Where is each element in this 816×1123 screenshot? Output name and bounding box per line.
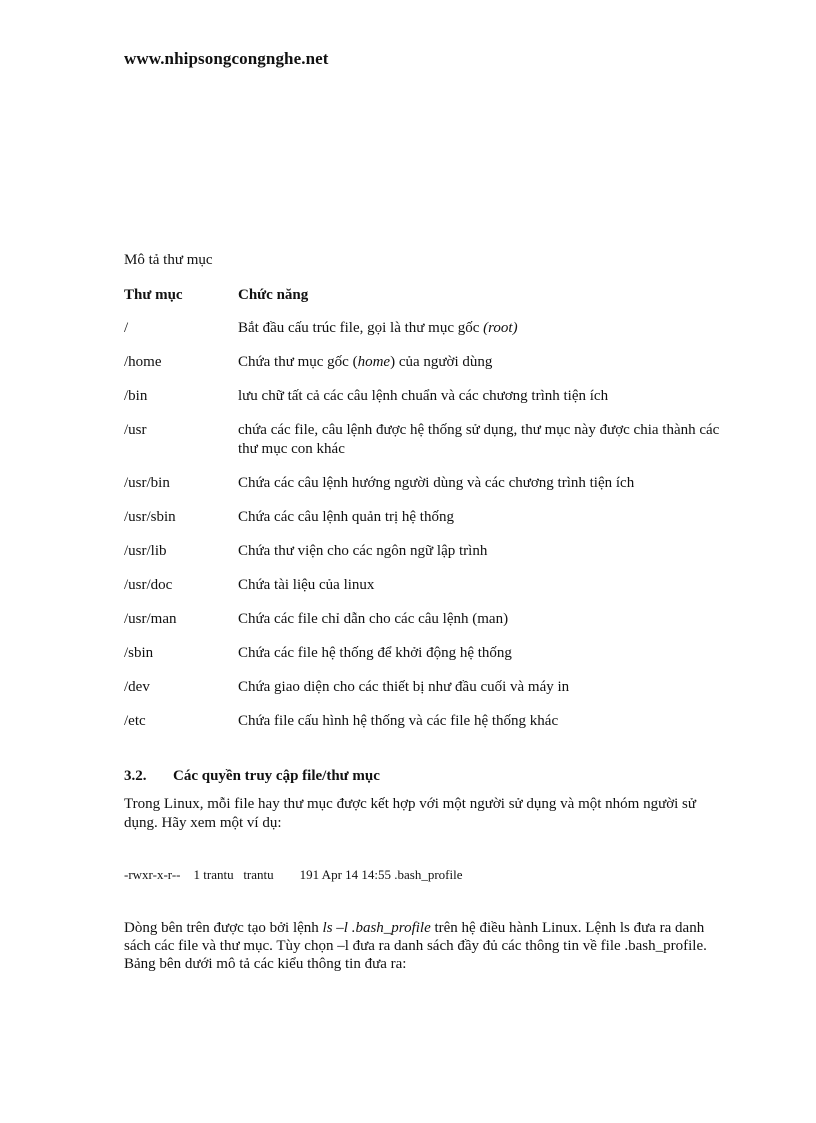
row-directory: / xyxy=(124,320,129,336)
table-row xyxy=(124,576,724,595)
desc-text: lưu chữ tất cả các câu lệnh chuẩn và các chương trình tiện ích xyxy=(238,388,609,404)
row-description xyxy=(238,421,724,459)
row-description xyxy=(238,678,724,697)
desc-text: Chứa các câu lệnh hướng người dùng và các chương trình tiện ích xyxy=(238,475,635,491)
table-header-row xyxy=(124,286,724,305)
desc-italic: (root) xyxy=(483,320,518,336)
desc-italic: home xyxy=(357,354,391,370)
table-row xyxy=(124,319,724,338)
table-row xyxy=(124,387,724,406)
desc-text: Chứa file cấu hình hệ thống và các file hệ thống khác xyxy=(238,713,559,729)
directory-table xyxy=(124,286,724,746)
desc-text: Bắt đầu cấu trúc file, gọi là thư mục gốc xyxy=(238,320,484,336)
row-description xyxy=(238,474,724,493)
row-directory: /usr/bin xyxy=(124,475,170,491)
row-directory: /sbin xyxy=(124,645,154,661)
row-description xyxy=(238,387,724,406)
table-body xyxy=(124,319,724,731)
desc-text: Chứa các file hệ thống để khởi động hệ thống xyxy=(238,645,512,661)
desc-text: Chứa giao diện cho các thiết bị như đầu cuối và máy in xyxy=(238,679,570,695)
desc-text: Chứa thư viện cho các ngôn ngữ lập trình xyxy=(238,543,488,559)
desc-text: Chứa tài liệu của linux xyxy=(238,577,375,593)
row-description xyxy=(238,319,724,338)
paragraph-intro: Trong Linux, mỗi file hay thư mục được kết hợp với một người sử dụng và một nhóm người sử dụng. Hãy xem một ví dụ: xyxy=(124,796,697,831)
row-description xyxy=(238,576,724,595)
desc-text: Chứa các câu lệnh quản trị hệ thống xyxy=(238,509,454,525)
row-directory: /usr/doc xyxy=(124,577,173,593)
column-header-function: Chức năng xyxy=(238,287,309,303)
row-directory: /home xyxy=(124,354,162,370)
desc-text: Chứa thư mục gốc ( xyxy=(238,354,358,370)
row-description xyxy=(238,508,724,527)
column-header-directory: Thư mục xyxy=(124,287,183,303)
section-number: 3.2. xyxy=(124,768,147,784)
table-row xyxy=(124,712,724,731)
desc-text: Chứa các file chỉ dẫn cho các câu lệnh (man) xyxy=(238,611,509,627)
table-row xyxy=(124,678,724,697)
row-directory: /usr/sbin xyxy=(124,509,176,525)
paragraph-text-after: trên hệ điều hành Linux. Lệnh ls đưa ra danh sách các file và thư mục. Tùy chọn –l đưa ra danh sách đầy đủ các thông tin về file .bash_profile. Bảng bên dưới mô tả các kiểu thông tin đưa ra: xyxy=(124,920,707,972)
table-row xyxy=(124,508,724,527)
row-description xyxy=(238,712,724,731)
command-text: ls –l .bash_profile xyxy=(322,920,431,936)
row-directory: /usr/lib xyxy=(124,543,167,559)
section-heading xyxy=(124,768,380,785)
row-directory: /usr xyxy=(124,422,147,438)
paragraph-text: Dòng bên trên được tạo bởi lệnh xyxy=(124,920,323,936)
section-title-text: Các quyền truy cập file/thư mục xyxy=(173,768,380,784)
desc-text: chứa các file, câu lệnh được hệ thống sử dụng, thư mục này được chia thành các thư mục con khác xyxy=(238,422,720,457)
row-description xyxy=(238,610,724,629)
desc-text-after: ) của người dùng xyxy=(390,354,493,370)
table-row xyxy=(124,474,724,493)
row-directory: /bin xyxy=(124,388,148,404)
table-row xyxy=(124,542,724,561)
row-description xyxy=(238,644,724,663)
row-directory: /etc xyxy=(124,713,146,729)
row-directory: /dev xyxy=(124,679,150,695)
table-row xyxy=(124,421,724,459)
table-row xyxy=(124,610,724,629)
table-caption: Mô tả thư mục xyxy=(124,252,213,268)
table-row xyxy=(124,644,724,663)
row-directory: /usr/man xyxy=(124,611,177,627)
table-row xyxy=(124,353,724,372)
paragraph-explanation xyxy=(124,919,714,973)
ls-output-example: -rwxr-x-r-- 1 trantu trantu 191 Apr 14 14:55 .bash_profile xyxy=(124,867,463,882)
row-description xyxy=(238,353,724,372)
row-description xyxy=(238,542,724,561)
header-url: www.nhipsongcongnghe.net xyxy=(124,49,329,68)
